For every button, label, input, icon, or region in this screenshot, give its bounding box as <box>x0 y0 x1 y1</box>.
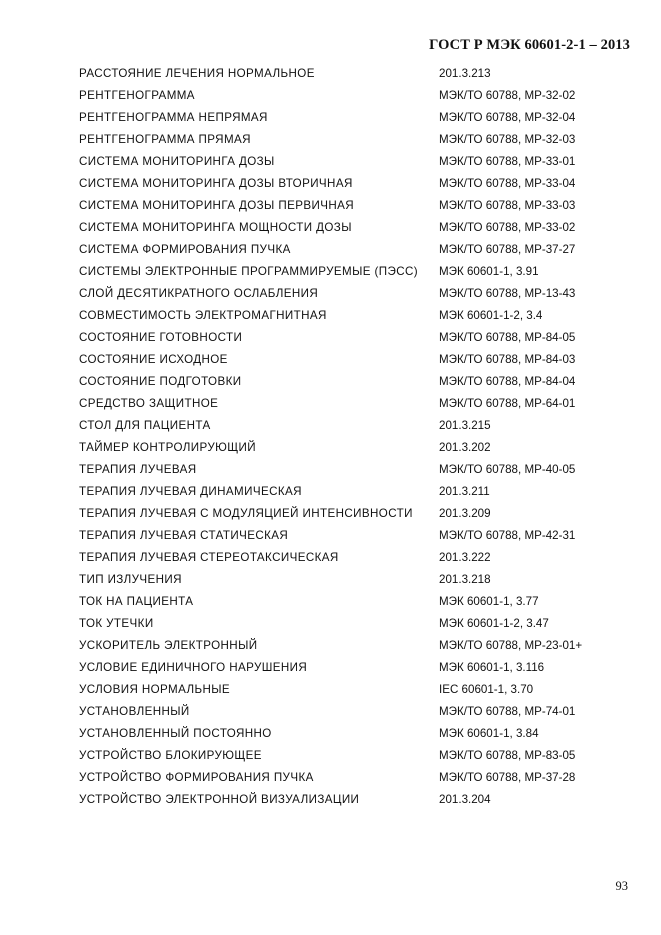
entry-term: СТОЛ ДЛЯ ПАЦИЕНТА <box>79 419 211 432</box>
entry-term: УСКОРИТЕЛЬ ЭЛЕКТРОННЫЙ <box>79 639 258 652</box>
index-entry <box>79 65 639 82</box>
entry-reference: МЭК/ТО 60788, МР-33-02 <box>439 221 576 234</box>
index-entry <box>79 725 639 742</box>
entry-term: ТЕРАПИЯ ЛУЧЕВАЯ ДИНАМИЧЕСКАЯ <box>79 485 302 498</box>
index-entry <box>79 637 639 654</box>
entry-reference: МЭК/ТО 60788, МР-74-01 <box>439 705 576 718</box>
index-entry <box>79 87 639 104</box>
entry-reference: 201.3.213 <box>439 67 491 80</box>
index-entry <box>79 703 639 720</box>
entry-reference: МЭК/ТО 60788, МР-32-02 <box>439 89 576 102</box>
entry-term: СОСТОЯНИЕ ГОТОВНОСТИ <box>79 331 243 344</box>
index-entry <box>79 791 639 808</box>
entry-term: СИСТЕМА МОНИТОРИНГА МОЩНОСТИ ДОЗЫ <box>79 221 352 234</box>
entry-term: ТЕРАПИЯ ЛУЧЕВАЯ <box>79 463 197 476</box>
entry-reference: МЭК 60601-1-2, 3.4 <box>439 309 543 322</box>
entry-reference: МЭК/ТО 60788, МР-13-43 <box>439 287 576 300</box>
index-entry <box>79 527 639 544</box>
entry-reference: МЭК 60601-1, 3.116 <box>439 661 545 674</box>
entry-term: СИСТЕМА МОНИТОРИНГА ДОЗЫ ВТОРИЧНАЯ <box>79 177 353 190</box>
entry-reference: 201.3.211 <box>439 485 490 498</box>
entry-reference: МЭК/ТО 60788, МР-32-04 <box>439 111 576 124</box>
entry-term: УСЛОВИЕ ЕДИНИЧНОГО НАРУШЕНИЯ <box>79 661 308 674</box>
index-entry <box>79 769 639 786</box>
entry-term: РАССТОЯНИЕ ЛЕЧЕНИЯ НОРМАЛЬНОЕ <box>79 67 315 80</box>
document-header: ГОСТ Р МЭК 60601-2-1 – 2013 <box>429 37 630 53</box>
entry-term: СИСТЕМА МОНИТОРИНГА ДОЗЫ ПЕРВИЧНАЯ <box>79 199 355 212</box>
entry-reference: МЭК/ТО 60788, МР-33-03 <box>439 199 576 212</box>
entry-reference: МЭК/ТО 60788, МР-33-01 <box>439 155 576 168</box>
index-entry <box>79 219 639 236</box>
entry-term: СИСТЕМЫ ЭЛЕКТРОННЫЕ ПРОГРАММИРУЕМЫЕ (ПЭСС) <box>79 265 419 278</box>
entry-reference: МЭК 60601-1-2, 3.47 <box>439 617 549 630</box>
entry-reference: МЭК/ТО 60788, МР-37-28 <box>439 771 576 784</box>
entry-reference: МЭК/ТО 60788, МР-23-01+ <box>439 639 583 652</box>
entry-term: УСТАНОВЛЕННЫЙ <box>79 705 190 718</box>
entry-reference: МЭК/ТО 60788, МР-64-01 <box>439 397 576 410</box>
index-entry <box>79 505 639 522</box>
entry-reference: МЭК/ТО 60788, МР-42-31 <box>439 529 576 542</box>
index-entry <box>79 373 639 390</box>
entry-term: ТОК НА ПАЦИЕНТА <box>79 595 194 608</box>
entry-term: УСТРОЙСТВО БЛОКИРУЮЩЕЕ <box>79 749 262 762</box>
index-entry <box>79 615 639 632</box>
index-entry <box>79 329 639 346</box>
entry-term: РЕНТГЕНОГРАММА <box>79 89 195 102</box>
entry-reference: МЭК/ТО 60788, МР-32-03 <box>439 133 576 146</box>
entry-reference: МЭК/ТО 60788, МР-84-05 <box>439 331 576 344</box>
entry-reference: 201.3.209 <box>439 507 491 520</box>
index-entry <box>79 659 639 676</box>
entry-reference: МЭК/ТО 60788, МР-83-05 <box>439 749 576 762</box>
index-entry <box>79 285 639 302</box>
entry-reference: МЭК/ТО 60788, МР-40-05 <box>439 463 576 476</box>
page-number: 93 <box>615 879 628 893</box>
index-entry <box>79 307 639 324</box>
entry-reference: МЭК/ТО 60788, МР-84-03 <box>439 353 576 366</box>
entry-term: СЛОЙ ДЕСЯТИКРАТНОГО ОСЛАБЛЕНИЯ <box>79 287 319 300</box>
index-entry <box>79 395 639 412</box>
entry-reference: 201.3.218 <box>439 573 491 586</box>
index-entry <box>79 351 639 368</box>
index-entry <box>79 681 639 698</box>
index-entry <box>79 175 639 192</box>
entry-term: ТАЙМЕР КОНТРОЛИРУЮЩИЙ <box>79 441 257 454</box>
entry-reference: 201.3.202 <box>439 441 491 454</box>
entry-term: ТОК УТЕЧКИ <box>79 617 154 630</box>
entry-term: УСЛОВИЯ НОРМАЛЬНЫЕ <box>79 683 231 696</box>
entry-term: СРЕДСТВО ЗАЩИТНОЕ <box>79 397 219 410</box>
index-entry <box>79 747 639 764</box>
entry-reference: IEC 60601-1, 3.70 <box>439 683 534 696</box>
entry-reference: 201.3.204 <box>439 793 491 806</box>
entry-term: СИСТЕМА МОНИТОРИНГА ДОЗЫ <box>79 155 275 168</box>
index-entry <box>79 241 639 258</box>
entry-reference: МЭК 60601-1, 3.84 <box>439 727 539 740</box>
index-entry <box>79 263 639 280</box>
entry-reference: МЭК/ТО 60788, МР-84-04 <box>439 375 576 388</box>
entry-reference: 201.3.222 <box>439 551 491 564</box>
term-index-list <box>79 65 639 813</box>
entry-reference: МЭК/ТО 60788, МР-33-04 <box>439 177 576 190</box>
entry-reference: МЭК/ТО 60788, МР-37-27 <box>439 243 576 256</box>
index-entry <box>79 417 639 434</box>
entry-term: УСТРОЙСТВО ФОРМИРОВАНИЯ ПУЧКА <box>79 771 314 784</box>
entry-term: ТИП ИЗЛУЧЕНИЯ <box>79 573 182 586</box>
index-entry <box>79 461 639 478</box>
entry-term: ТЕРАПИЯ ЛУЧЕВАЯ СТАТИЧЕСКАЯ <box>79 529 289 542</box>
index-entry <box>79 571 639 588</box>
entry-reference: 201.3.215 <box>439 419 491 432</box>
entry-term: СОСТОЯНИЕ ИСХОДНОЕ <box>79 353 228 366</box>
index-entry <box>79 131 639 148</box>
entry-term: УСТАНОВЛЕННЫЙ ПОСТОЯННО <box>79 727 272 740</box>
index-entry <box>79 549 639 566</box>
entry-term: УСТРОЙСТВО ЭЛЕКТРОННОЙ ВИЗУАЛИЗАЦИИ <box>79 793 360 806</box>
entry-term: СИСТЕМА ФОРМИРОВАНИЯ ПУЧКА <box>79 243 291 256</box>
index-entry <box>79 439 639 456</box>
entry-reference: МЭК 60601-1, 3.77 <box>439 595 539 608</box>
entry-term: РЕНТГЕНОГРАММА НЕПРЯМАЯ <box>79 111 268 124</box>
entry-reference: МЭК 60601-1, 3.91 <box>439 265 539 278</box>
entry-term: СОВМЕСТИМОСТЬ ЭЛЕКТРОМАГНИТНАЯ <box>79 309 327 322</box>
entry-term: СОСТОЯНИЕ ПОДГОТОВКИ <box>79 375 242 388</box>
entry-term: ТЕРАПИЯ ЛУЧЕВАЯ СТЕРЕОТАКСИЧЕСКАЯ <box>79 551 339 564</box>
index-entry <box>79 483 639 500</box>
entry-term: РЕНТГЕНОГРАММА ПРЯМАЯ <box>79 133 251 146</box>
index-entry <box>79 153 639 170</box>
index-entry <box>79 593 639 610</box>
index-entry <box>79 109 639 126</box>
entry-term: ТЕРАПИЯ ЛУЧЕВАЯ С МОДУЛЯЦИЕЙ ИНТЕНСИВНОСТИ <box>79 507 413 520</box>
index-entry <box>79 197 639 214</box>
